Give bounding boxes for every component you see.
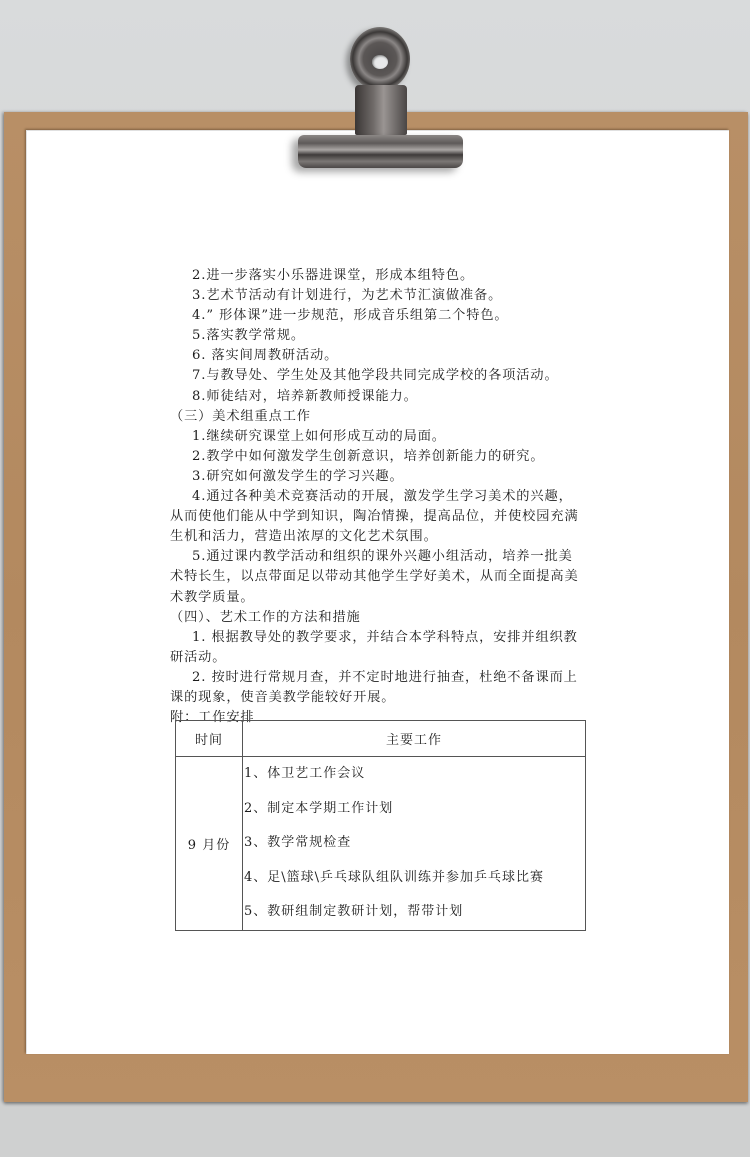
doc-paragraph: 1. 根据教导处的教学要求，并结合本学科特点，安排并组织教研活动。 — [170, 629, 578, 665]
task-item: 1、体卫艺工作会议 — [244, 766, 366, 781]
header-time: 时间 — [176, 721, 243, 757]
schedule-table — [175, 720, 586, 931]
clip-hole — [372, 55, 388, 69]
doc-line: 2.进一步落实小乐器进课堂，形成本组特色。 — [192, 268, 475, 283]
doc-line: 3.研究如何激发学生的学习兴趣。 — [192, 468, 404, 484]
appendix-label: 附：工作安排 — [170, 710, 255, 726]
table-row — [176, 757, 586, 931]
table-header-row — [176, 721, 586, 757]
doc-line: 1.继续研究课堂上如何形成互动的局面。 — [192, 428, 446, 444]
task-item: 4、足\篮球\乒乓球队组队训练并参加乒乓球比赛 — [244, 869, 545, 885]
cell-time: 9 月份 — [176, 757, 243, 931]
doc-line: 6. 落实间周教研活动。 — [192, 348, 339, 364]
task-item: 3、教学常规检查 — [244, 835, 352, 851]
section-heading: （四）、艺术工作的方法和措施 — [170, 609, 361, 625]
doc-paragraph: 2. 按时进行常规月查，并不定时地进行抽查，杜绝不备课而上课的现象，使音美教学能较好开展。 — [170, 669, 578, 705]
task-item: 2、制定本学期工作计划 — [244, 800, 394, 816]
document-body — [170, 266, 580, 728]
cell-tasks — [243, 757, 586, 931]
doc-paragraph: 4.通过各种美术竞赛活动的开展，激发学生学习美术的兴趣，从而使他们能从中学到知识，陶冶情操，提高品位，并使校园充满生机和活力，营造出浓厚的文化艺术氛围。 — [170, 489, 579, 545]
doc-line: 7.与教导处、学生处及其他学段共同完成学校的各项活动。 — [192, 368, 559, 384]
header-work: 主要工作 — [243, 721, 586, 757]
section-heading: （三）美术组重点工作 — [170, 408, 311, 424]
doc-line: 5.落实教学常规。 — [192, 328, 305, 344]
doc-line: 3.艺术节活动有计划进行，为艺术节汇演做准备。 — [192, 288, 503, 304]
doc-line: 8.师徒结对，培养新教师授课能力。 — [192, 388, 418, 404]
doc-line: 2.教学中如何激发学生创新意识，培养创新能力的研究。 — [192, 448, 545, 464]
doc-line: 4.” 形体课”进一步规范，形成音乐组第二个特色。 — [192, 308, 509, 324]
doc-paragraph: 5.通过课内教学活动和组织的课外兴趣小组活动，培养一批美术特长生，以点带面足以带动其他学生学好美术，从而全面提高美术教学质量。 — [170, 549, 579, 605]
task-item: 5、教研组制定教研计划，帮带计划 — [244, 904, 464, 920]
clip-ring — [350, 27, 410, 91]
